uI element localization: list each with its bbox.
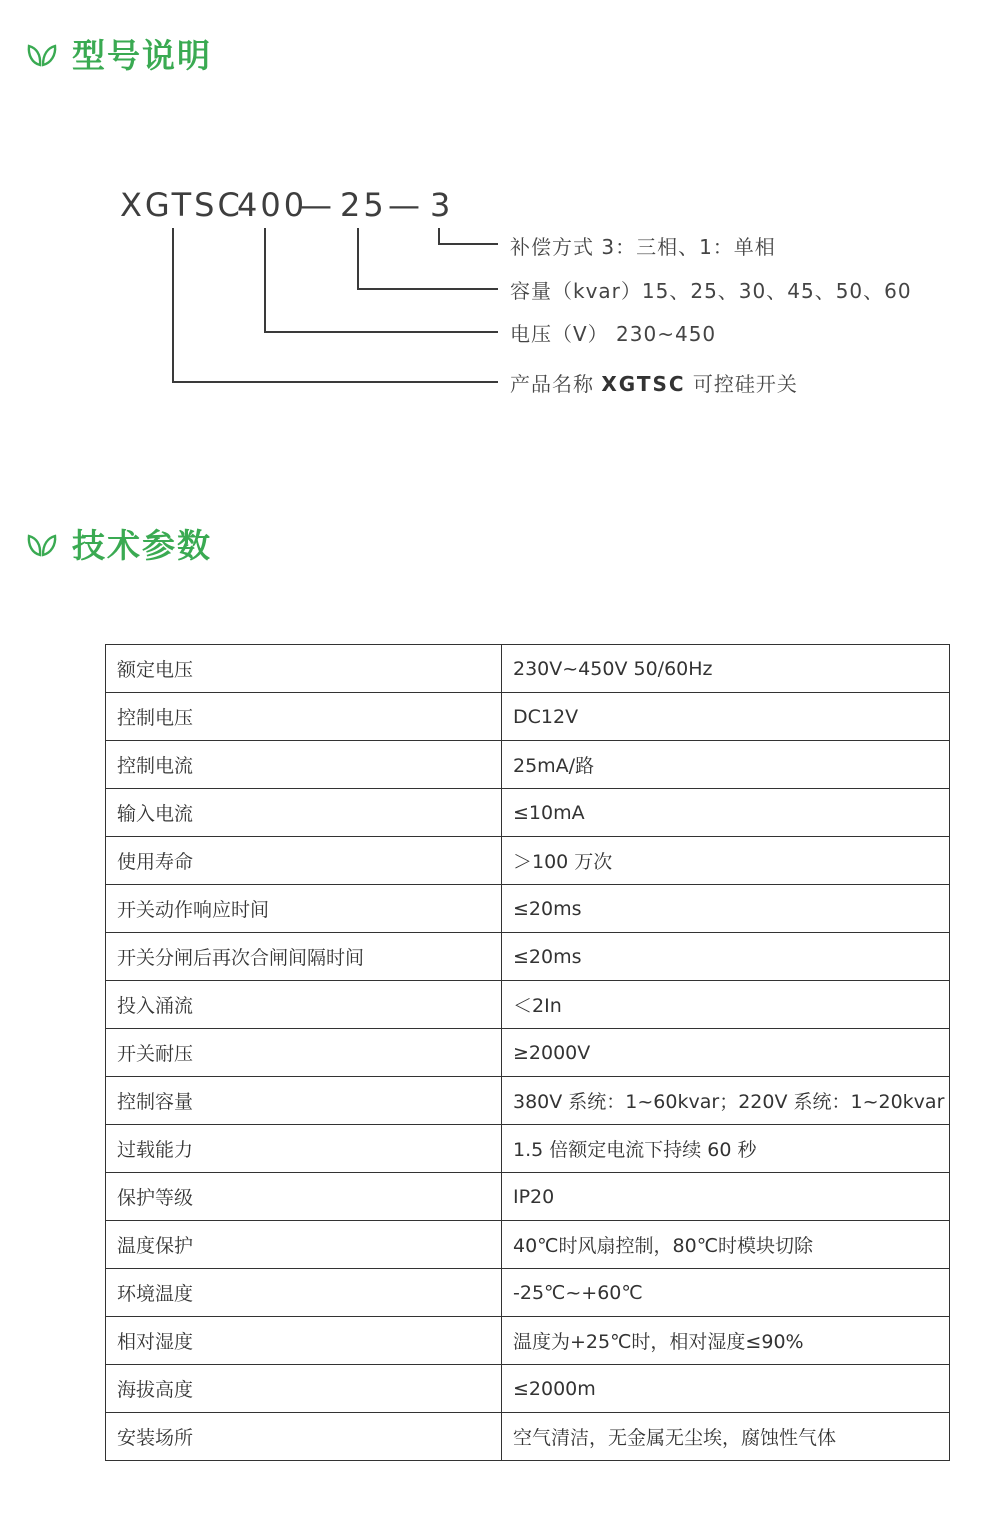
code-capacity: 25 [340,186,387,224]
param-value-cell: ≤20ms [502,885,950,933]
section-title-specs [26,520,212,567]
param-name-cell: 相对湿度 [106,1317,502,1365]
param-name-cell: 海拔高度 [106,1365,502,1413]
table-row [106,789,950,837]
section-heading: 技术参数 [72,526,212,565]
param-name-cell: 额定电压 [106,645,502,693]
connector-line [357,288,498,290]
code-dash: — [300,186,332,224]
table-row [106,645,950,693]
param-name-cell: 安装场所 [106,1413,502,1461]
table-row [106,1125,950,1173]
leaf-icon [26,41,58,67]
connector-line [172,381,498,383]
code-series: XGTSC [120,186,243,224]
param-name-cell: 控制电压 [106,693,502,741]
param-name-cell: 保护等级 [106,1173,502,1221]
desc-name-code: XGTSC [601,372,686,396]
table-row [106,837,950,885]
desc-capacity: 容量（kvar）15、25、30、45、50、60 [510,279,912,303]
param-value-cell: ≤10mA [502,789,950,837]
desc-product-name [510,368,798,397]
table-row [106,1077,950,1125]
desc-phase: 补偿方式 3：三相、1：单相 [510,235,776,259]
table-row [106,981,950,1029]
table-row [106,693,950,741]
table-row [106,1269,950,1317]
table-row [106,1029,950,1077]
table-row [106,1173,950,1221]
desc-name-suffix: 可控硅开关 [685,372,798,396]
table-row [106,933,950,981]
param-value-cell: 40℃时风扇控制，80℃时模块切除 [502,1221,950,1269]
param-name-cell: 温度保护 [106,1221,502,1269]
param-value-cell: 1.5 倍额定电流下持续 60 秒 [502,1125,950,1173]
param-name-cell: 控制电流 [106,741,502,789]
param-value-cell: ＞100 万次 [502,837,950,885]
param-value-cell: ≤20ms [502,933,950,981]
param-name-cell: 控制容量 [106,1077,502,1125]
table-row [106,1317,950,1365]
param-value-cell: -25℃~+60℃ [502,1269,950,1317]
param-value-cell: 230V~450V 50/60Hz [502,645,950,693]
section-title-model [26,30,212,77]
table-row [106,1221,950,1269]
param-name-cell: 环境温度 [106,1269,502,1317]
param-name-cell: 使用寿命 [106,837,502,885]
param-name-cell: 开关动作响应时间 [106,885,502,933]
code-current: 400 [237,186,308,224]
param-name-cell: 投入涌流 [106,981,502,1029]
connector-line [172,228,174,382]
connector-line [357,228,359,289]
param-name-cell: 过载能力 [106,1125,502,1173]
connector-line [438,228,440,244]
desc-name-prefix: 产品名称 [510,372,602,396]
param-value-cell: DC12V [502,693,950,741]
spec-table [105,644,950,1461]
param-value-cell: ≤2000m [502,1365,950,1413]
connector-line [438,243,498,245]
table-row [106,1413,950,1461]
param-name-cell: 输入电流 [106,789,502,837]
param-value-cell: 380V 系统：1~60kvar；220V 系统：1~20kvar [502,1077,950,1125]
leaf-icon [26,531,58,557]
connector-line [264,228,266,332]
connector-line [264,331,498,333]
table-row [106,885,950,933]
table-row [106,1365,950,1413]
param-name-cell: 开关耐压 [106,1029,502,1077]
param-value-cell: IP20 [502,1173,950,1221]
param-value-cell: 25mA/路 [502,741,950,789]
param-value-cell: ≥2000V [502,1029,950,1077]
desc-voltage: 电压（V） 230~450 [510,322,717,346]
param-name-cell: 开关分闸后再次合闸间隔时间 [106,933,502,981]
code-dash: — [388,186,420,224]
param-value-cell: 空气清洁，无金属无尘埃，腐蚀性气体 [502,1413,950,1461]
table-row [106,741,950,789]
code-phase: 3 [430,186,454,224]
section-heading: 型号说明 [72,36,212,75]
param-value-cell: ＜2In [502,981,950,1029]
param-value-cell: 温度为+25℃时，相对湿度≤90% [502,1317,950,1365]
